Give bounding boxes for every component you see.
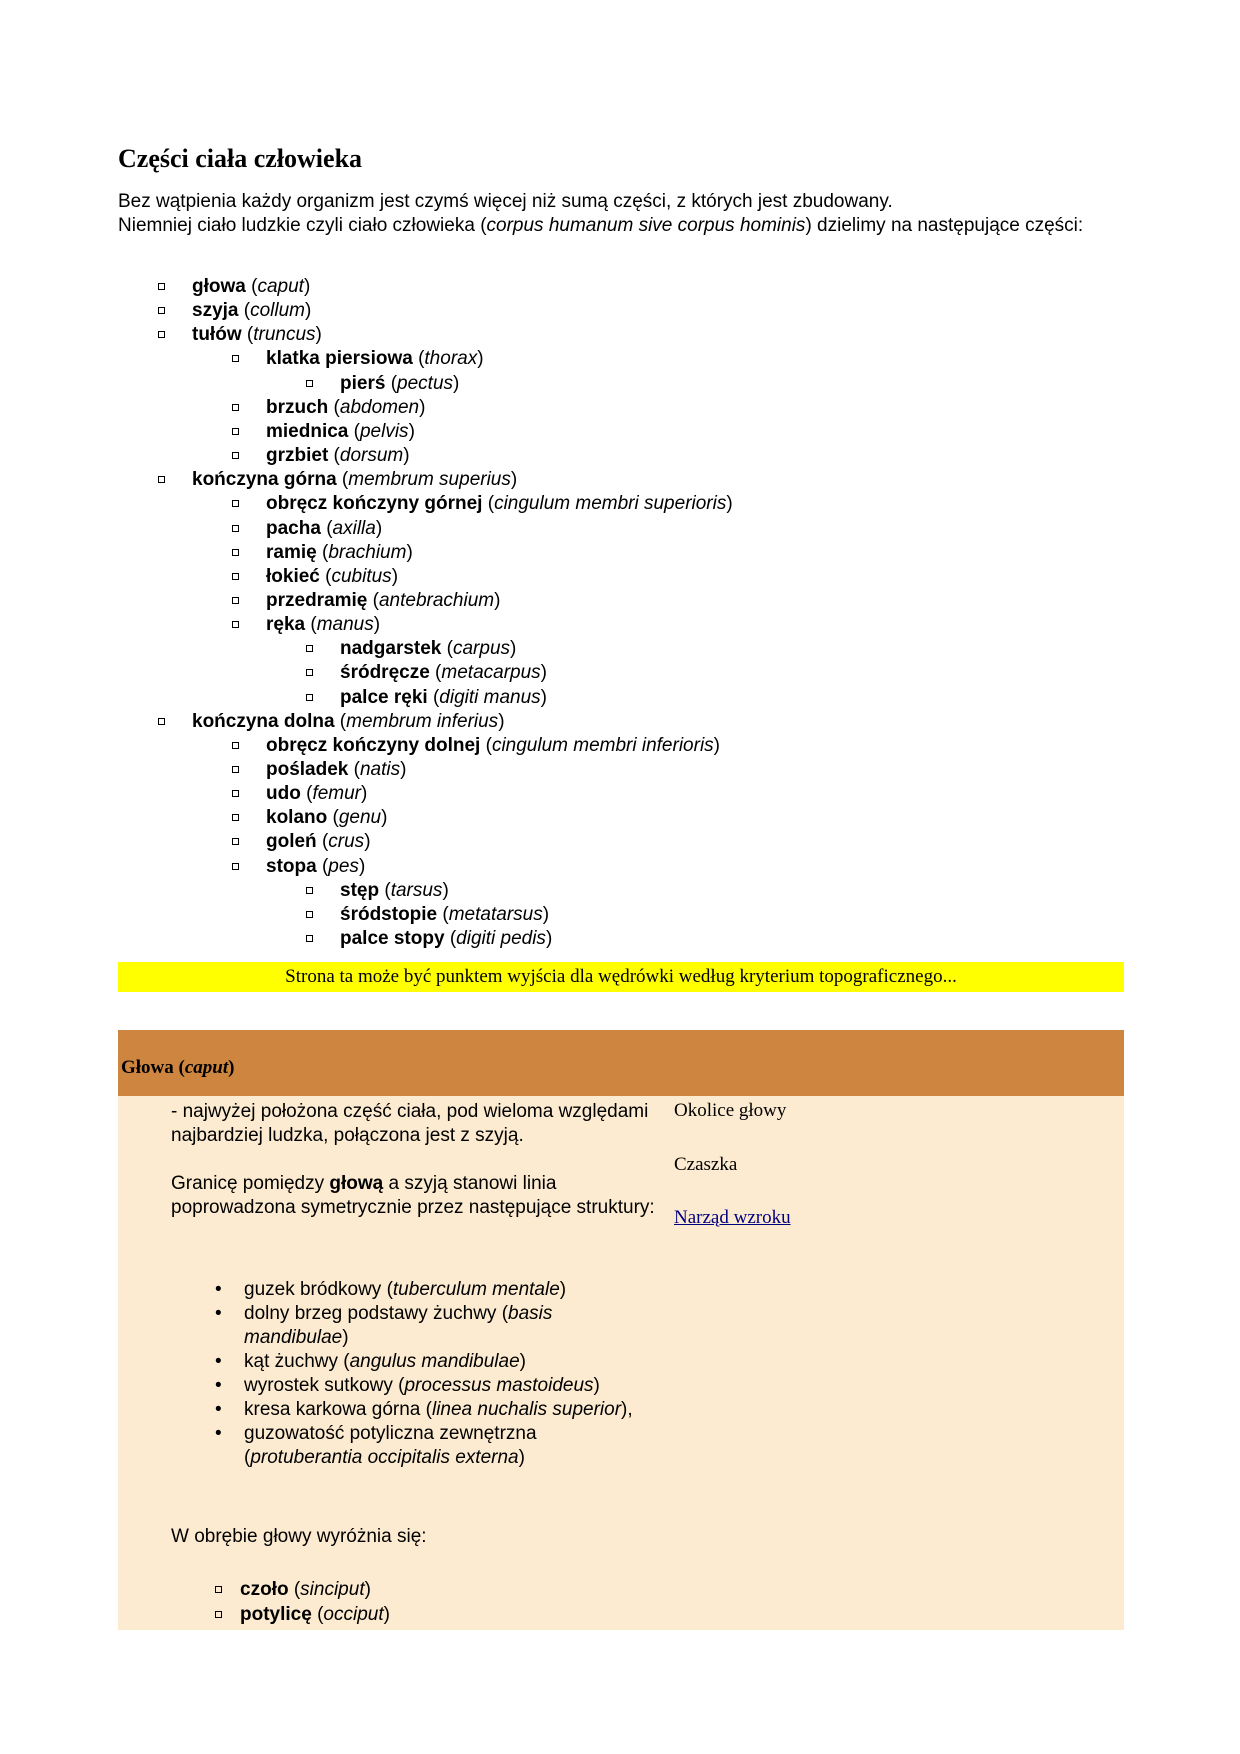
subpart-item: [215, 1578, 615, 1602]
intro-paragraph: [118, 190, 1124, 238]
tree-item-name: śródręcze: [340, 662, 430, 684]
square-bullet-icon: [306, 911, 313, 918]
tree-item-name: grzbiet: [266, 445, 329, 467]
tree-item-latin: genu: [338, 807, 382, 829]
tree-item-label: obręcz kończyny górnej (cingulum membri superioris): [266, 493, 733, 515]
tree-item-latin: crus: [328, 831, 365, 853]
tree-item-latin: cingulum membri inferioris: [491, 734, 714, 756]
tree-item: [118, 541, 1018, 565]
tree-item-latin: cingulum membri superioris: [494, 493, 727, 515]
square-bullet-icon: [232, 838, 239, 845]
tree-item: [118, 299, 1018, 323]
tree-item-name: pierś: [340, 372, 386, 394]
head-description: [171, 1100, 676, 1220]
tree-item-name: brzuch: [266, 396, 329, 418]
tree-item-name: stopa: [266, 855, 317, 877]
structure-name: guzek bródkowy: [244, 1279, 382, 1300]
tree-item-latin: natis: [359, 759, 401, 780]
square-bullet-icon: [306, 935, 313, 942]
subpart-item: [215, 1603, 615, 1627]
tree-item-label: głowa (caput): [192, 276, 311, 297]
square-bullet-icon: [232, 742, 239, 749]
tree-item-latin: digiti manus: [439, 686, 541, 708]
tree-item: [118, 782, 1018, 806]
bullet-dot-icon: •: [215, 1351, 222, 1372]
tree-item-latin: membrum inferius: [346, 710, 499, 732]
list-item: • guzowatość potyliczna zewnętrzna (protuberantia occipitalis externa): [215, 1423, 537, 1468]
square-bullet-icon: [232, 428, 239, 435]
tree-item: [118, 444, 1018, 468]
tree-item-name: pośladek: [266, 759, 349, 780]
structure-latin: tuberculum mentale: [392, 1279, 560, 1300]
square-bullet-icon: [232, 766, 239, 773]
tree-item-name: kończyna dolna: [192, 710, 335, 732]
tree-item: [118, 637, 1018, 661]
tree-item-label: stopa (pes): [266, 855, 366, 877]
tree-item-name: palce stopy: [340, 928, 445, 950]
tree-item: [118, 589, 1018, 613]
tree-item-name: tułów: [192, 324, 242, 346]
square-bullet-icon: [158, 331, 165, 338]
tree-item-label: ręka (manus): [266, 614, 381, 636]
tree-item-name: głowa: [192, 276, 246, 297]
structure-name: dolny brzeg podstawy żuchwy: [244, 1303, 497, 1324]
tree-item-label: stęp (tarsus): [340, 879, 449, 901]
tree-item: [118, 734, 1018, 758]
tree-item-label: pośladek (natis): [266, 759, 407, 780]
square-bullet-icon: [306, 645, 313, 652]
page-title: Części ciała człowieka: [118, 144, 363, 173]
intro-line-1: Bez wątpienia każdy organizm jest czymś więcej niż sumą części, z których jest zbudowany.: [118, 191, 893, 212]
tree-item-label: szyja (collum): [192, 300, 312, 322]
tree-item-label: palce stopy (digiti pedis): [340, 928, 553, 950]
related-label: Czaszka: [674, 1154, 738, 1175]
tree-item-name: łokieć: [266, 565, 320, 587]
tree-item: [118, 806, 1018, 830]
tree-item-name: kończyna górna: [192, 469, 337, 491]
list-item: • kresa karkowa górna (linea nuchalis superior),: [215, 1399, 633, 1420]
structure-name: guzowatość potyliczna zewnętrzna: [244, 1423, 537, 1444]
tree-item: [118, 396, 1018, 420]
tree-item-label: palce ręki (digiti manus): [340, 686, 547, 708]
square-bullet-icon: [232, 814, 239, 821]
section-body-head: [118, 1096, 1124, 1630]
section-header-head: [118, 1030, 1124, 1096]
tree-item-name: kolano: [266, 807, 328, 829]
tree-item-latin: metatarsus: [448, 903, 543, 925]
bullet-dot-icon: •: [215, 1303, 222, 1324]
tree-item-label: pierś (pectus): [340, 372, 460, 394]
structure-name: kąt żuchwy: [244, 1351, 338, 1372]
tree-item: [118, 492, 1018, 516]
tree-item-name: obręcz kończyny górnej: [266, 493, 483, 515]
tree-item-label: kończyna górna (membrum superius): [192, 469, 518, 491]
bullet-dot-icon: •: [215, 1423, 222, 1444]
square-bullet-icon: [232, 573, 239, 580]
tree-item-label: śródręcze (metacarpus): [340, 662, 547, 684]
tree-item-latin: manus: [316, 614, 374, 636]
square-bullet-icon: [215, 1611, 222, 1618]
square-bullet-icon: [306, 669, 313, 676]
tree-item-latin: pelvis: [359, 420, 409, 442]
tree-item: [118, 661, 1018, 685]
tree-item-label: obręcz kończyny dolnej (cingulum membri inferioris): [266, 734, 720, 756]
tree-item-latin: thorax: [424, 348, 478, 370]
distinguish-text: W obrębie głowy wyróżnia się:: [171, 1526, 427, 1547]
square-bullet-icon: [232, 790, 239, 797]
tree-item-label: grzbiet (dorsum): [266, 445, 410, 467]
tree-item: [118, 613, 1018, 637]
tree-item: [118, 468, 1018, 492]
tree-item-name: szyja: [192, 300, 239, 322]
tree-item-label: śródstopie (metatarsus): [340, 903, 550, 925]
subpart-name: potylicę: [240, 1604, 312, 1625]
tree-item-latin: antebrachium: [378, 589, 495, 611]
tree-item-label: udo (femur): [266, 783, 368, 805]
link-narzad-wzroku[interactable]: Narząd wzroku: [674, 1207, 791, 1228]
square-bullet-icon: [232, 549, 239, 556]
tree-item-name: palce ręki: [340, 686, 428, 708]
head-desc-1: - najwyżej położona część ciała, pod wieloma względami najbardziej ludzka, połączona jest z szyją.: [171, 1101, 649, 1146]
tree-item: [118, 855, 1018, 879]
square-bullet-icon: [232, 500, 239, 507]
square-bullet-icon: [306, 380, 313, 387]
list-item: • kąt żuchwy (angulus mandibulae): [215, 1351, 526, 1372]
square-bullet-icon: [158, 718, 165, 725]
tree-item-name: śródstopie: [340, 903, 438, 925]
tree-item-latin: collum: [250, 300, 305, 322]
square-bullet-icon: [306, 694, 313, 701]
structure-latin: linea nuchalis superior: [431, 1399, 622, 1420]
structure-latin: basis mandibulae: [244, 1303, 553, 1348]
list-item: • wyrostek sutkowy (processus mastoideus): [215, 1375, 600, 1396]
subpart-label: czoło (sinciput): [240, 1579, 371, 1600]
head-desc-2: Granicę pomiędzy głową a szyją stanowi linia poprowadzona symetrycznie przez następujące struktury:: [171, 1173, 655, 1218]
subpart-label: potylicę (occiput): [240, 1604, 390, 1625]
square-bullet-icon: [232, 355, 239, 362]
tree-item-label: goleń (crus): [266, 831, 371, 853]
section-heading: Głowa (caput): [121, 1057, 235, 1078]
tree-item: [118, 275, 1018, 299]
tree-item: [118, 758, 1018, 782]
list-item: • guzek bródkowy (tuberculum mentale): [215, 1279, 567, 1300]
subpart-name: czoło: [240, 1579, 289, 1600]
tree-item-label: klatka piersiowa (thorax): [266, 348, 484, 370]
tree-item-latin: tarsus: [390, 879, 443, 901]
tree-item-label: brzuch (abdomen): [266, 396, 426, 418]
structure-name: kresa karkowa górna: [244, 1399, 421, 1420]
square-bullet-icon: [232, 404, 239, 411]
tree-item: [118, 565, 1018, 589]
list-item: • dolny brzeg podstawy żuchwy (basis mandibulae): [215, 1303, 553, 1348]
tree-item-latin: dorsum: [339, 445, 404, 467]
square-bullet-icon: [158, 476, 165, 483]
bullet-dot-icon: •: [215, 1399, 222, 1420]
square-bullet-icon: [158, 307, 165, 314]
tree-item-latin: caput: [257, 276, 304, 297]
tree-item: [118, 323, 1018, 347]
tree-item-label: kończyna dolna (membrum inferius): [192, 710, 505, 732]
tree-item-name: goleń: [266, 831, 317, 853]
bullet-dot-icon: •: [215, 1279, 222, 1300]
structure-latin: angulus mandibulae: [349, 1351, 520, 1372]
tree-item-latin: pes: [328, 855, 359, 877]
tree-item-latin: metacarpus: [441, 662, 541, 684]
subpart-latin: occiput: [323, 1604, 384, 1625]
tree-item: [118, 927, 1018, 951]
square-bullet-icon: [306, 887, 313, 894]
tree-item-label: pacha (axilla): [266, 517, 383, 539]
tree-item-latin: cubitus: [331, 565, 392, 587]
tree-item-label: nadgarstek (carpus): [340, 638, 517, 660]
tree-item: [118, 710, 1018, 734]
square-bullet-icon: [158, 283, 165, 290]
square-bullet-icon: [232, 525, 239, 532]
tree-item: [118, 830, 1018, 854]
structure-name: wyrostek sutkowy: [244, 1375, 393, 1396]
tree-item-latin: femur: [312, 783, 362, 805]
tree-item: [118, 517, 1018, 541]
tree-item-label: miednica (pelvis): [266, 420, 415, 442]
tree-item: [118, 347, 1018, 371]
tree-item-name: obręcz kończyny dolnej: [266, 734, 481, 756]
structure-latin: processus mastoideus: [404, 1375, 594, 1396]
tree-item-name: pacha: [266, 517, 321, 539]
tree-item-name: miednica: [266, 420, 349, 442]
tree-item: [118, 372, 1018, 396]
tree-item-label: tułów (truncus): [192, 324, 322, 346]
related-label: Okolice głowy: [674, 1100, 787, 1121]
square-bullet-icon: [232, 452, 239, 459]
tree-item-latin: carpus: [452, 638, 511, 660]
topographic-banner: Strona ta może być punktem wyjścia dla wędrówki według kryterium topograficznego...: [118, 962, 1124, 992]
tree-item-label: przedramię (antebrachium): [266, 589, 501, 611]
tree-item-name: udo: [266, 783, 301, 805]
tree-item-latin: brachium: [328, 541, 407, 563]
bullet-dot-icon: •: [215, 1375, 222, 1396]
square-bullet-icon: [215, 1586, 222, 1593]
tree-item-label: ramię (brachium): [266, 541, 413, 563]
structure-latin: protuberantia occipitalis externa: [250, 1447, 519, 1468]
square-bullet-icon: [232, 863, 239, 870]
tree-item-latin: truncus: [253, 324, 316, 346]
tree-item-name: nadgarstek: [340, 638, 442, 660]
intro-line-2: Niemniej ciało ludzkie czyli ciało człowieka (corpus humanum sive corpus hominis) dzielimy na następujące części:: [118, 215, 1084, 236]
tree-item-latin: axilla: [332, 517, 376, 539]
tree-item-latin: abdomen: [339, 396, 420, 418]
tree-item: [118, 420, 1018, 444]
tree-item-name: ręka: [266, 614, 306, 636]
tree-item-name: klatka piersiowa: [266, 348, 413, 370]
tree-item-name: przedramię: [266, 589, 368, 611]
boundary-structures-list: [171, 1278, 641, 1470]
tree-item-latin: membrum superius: [348, 469, 511, 491]
square-bullet-icon: [232, 621, 239, 628]
tree-item: [118, 686, 1018, 710]
tree-item-label: kolano (genu): [266, 807, 388, 829]
square-bullet-icon: [232, 597, 239, 604]
tree-item-label: łokieć (cubitus): [266, 565, 399, 587]
tree-item-latin: digiti pedis: [456, 928, 546, 950]
tree-item: [118, 879, 1018, 903]
tree-item: [118, 903, 1018, 927]
tree-item-name: stęp: [340, 879, 380, 901]
tree-item-latin: pectus: [397, 372, 454, 394]
tree-item-name: ramię: [266, 541, 317, 563]
subpart-latin: sinciput: [300, 1579, 365, 1600]
